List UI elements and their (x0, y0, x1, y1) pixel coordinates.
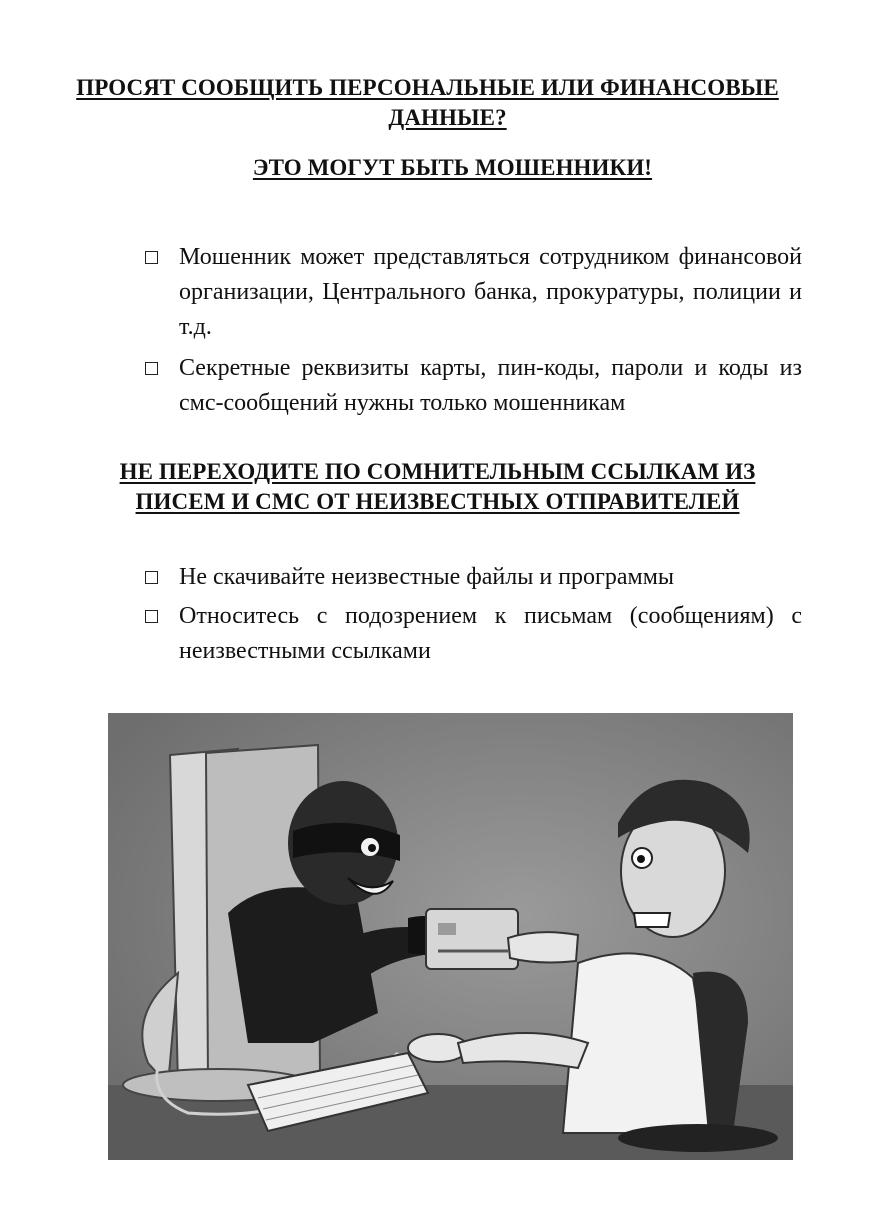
list-item-text: Мошенник может представляться сотрудником финансовой организации, Центрального банка, прокуратуры, полиции и т.д. (179, 244, 802, 340)
section1-heading-line1: ПРОСЯТ СООБЩИТЬ ПЕРСОНАЛЬНЫЕ ИЛИ ФИНАНСОВЫЕ (76, 75, 779, 100)
section2-heading-line2: ПИСЕМ И СМС ОТ НЕИЗВЕСТНЫХ ОТПРАВИТЕЛЕЙ (135, 489, 740, 514)
checkbox-bullet-icon (145, 251, 158, 264)
list-item-text: Относитесь с подозрением к письмам (сообщениям) с неизвестными ссылками (179, 603, 802, 664)
section2-heading (0, 457, 875, 517)
section1-heading-line2: ДАННЫЕ? (388, 105, 507, 130)
section1-subheading: ЭТО МОГУТ БЫТЬ МОШЕННИКИ! (252, 155, 653, 180)
section1-list (142, 240, 802, 427)
checkbox-bullet-icon (145, 571, 158, 584)
checkbox-bullet-icon (145, 610, 158, 623)
section2-list (142, 560, 802, 673)
list-item (142, 240, 802, 345)
list-item-text: Не скачивайте неизвестные файлы и программы (179, 564, 675, 590)
list-item (142, 560, 802, 595)
list-item-text: Секретные реквизиты карты, пин-коды, пароли и коды из смс-сообщений нужны только мошенникам (179, 355, 802, 416)
section1-heading (0, 73, 875, 133)
list-item (142, 599, 802, 669)
checkbox-bullet-icon (145, 362, 158, 375)
fraudster-from-monitor-taking-card-illustration (108, 713, 793, 1160)
list-item (142, 351, 802, 421)
section2-heading-line1: НЕ ПЕРЕХОДИТЕ ПО СОМНИТЕЛЬНЫМ ССЫЛКАМ ИЗ (119, 459, 756, 484)
